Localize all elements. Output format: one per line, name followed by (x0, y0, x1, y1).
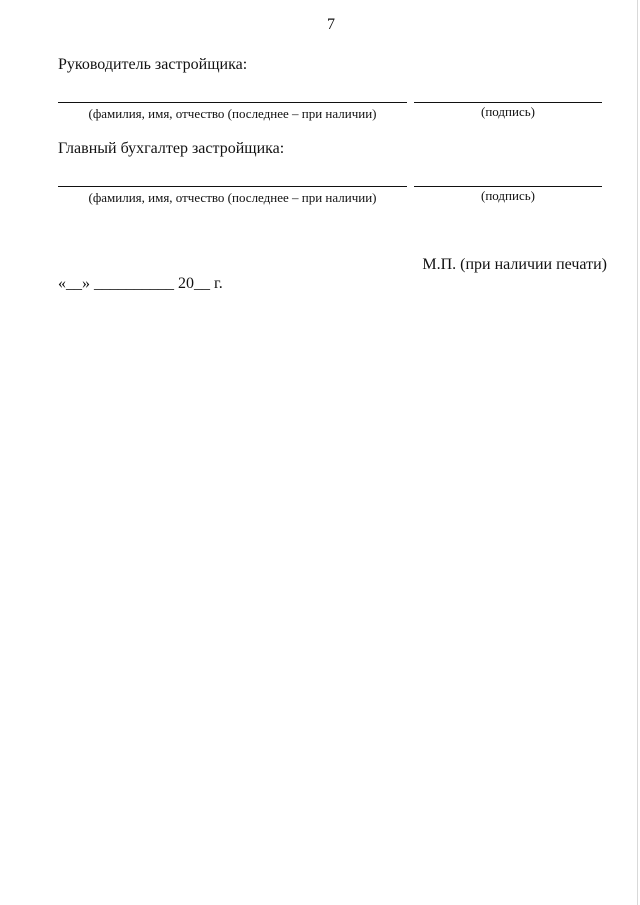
developer-head-signature-caption: (подпись) (481, 104, 535, 119)
chief-accountant-name-caption: (фамилия, имя, отчество (последнее – при наличии) (88, 190, 377, 205)
developer-head-name-caption: (фамилия, имя, отчество (последнее – при наличии) (88, 106, 377, 121)
stamp-note: М.П. (при наличии печати) (422, 256, 607, 273)
chief-accountant-signature-caption: (подпись) (481, 188, 535, 203)
page-number: 7 (327, 16, 335, 33)
chief-accountant-signature-line (414, 186, 602, 187)
developer-head-signature-line (414, 102, 602, 103)
chief-accountant-heading: Главный бухгалтер застройщика: (58, 140, 285, 157)
page-edge (637, 0, 638, 905)
date-line: «__» __________ 20__ г. (58, 275, 223, 292)
developer-head-name-line (58, 102, 407, 103)
developer-head-heading: Руководитель застройщика: (58, 56, 248, 73)
chief-accountant-name-line (58, 186, 407, 187)
